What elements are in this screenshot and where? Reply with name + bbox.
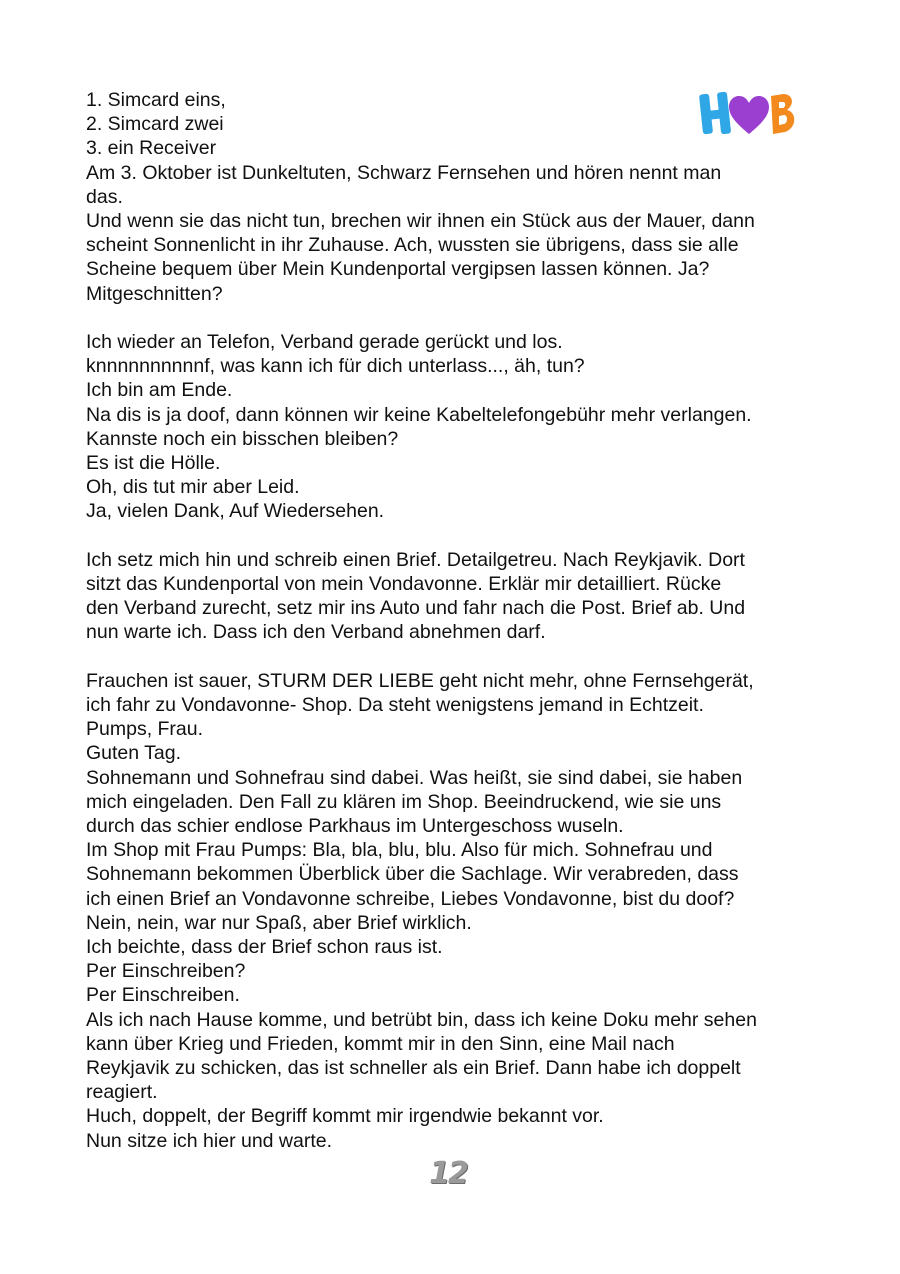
- text-line: ich einen Brief an Vondavonne schreibe, Liebes Vondavonne, bist du doof?: [86, 887, 735, 910]
- text-line: nun warte ich. Dass ich den Verband abnehmen darf.: [86, 621, 546, 644]
- text-line: ich fahr zu Vondavonne- Shop. Da steht wenigstens jemand in Echtzeit.: [86, 694, 704, 717]
- text-line: Als ich nach Hause komme, und betrübt bin, dass ich keine Doku mehr sehen: [86, 1008, 757, 1031]
- text-line: Sohnemann und Sohnefrau sind dabei. Was heißt, sie sind dabei, sie haben: [86, 766, 743, 789]
- text-line: Ich beichte, dass der Brief schon raus ist.: [86, 936, 443, 959]
- text-line: Reykjavik zu schicken, das ist schneller als ein Brief. Dann habe ich doppelt: [86, 1057, 741, 1080]
- text-line: Und wenn sie das nicht tun, brechen wir ihnen ein Stück aus der Mauer, dann: [86, 210, 755, 233]
- text-line: Am 3. Oktober ist Dunkeltuten, Schwarz Fernsehen und hören nennt man: [86, 161, 722, 184]
- text-line: reagiert.: [86, 1081, 158, 1104]
- text-line: Na dis is ja doof, dann können wir keine Kabeltelefongebühr mehr verlangen.: [86, 403, 752, 426]
- text-line: Per Einschreiben?: [86, 960, 246, 983]
- text-line: mich eingeladen. Den Fall zu klären im Shop. Beeindruckend, wie sie uns: [86, 790, 722, 813]
- paragraph-gap: [86, 306, 826, 330]
- page-number: 12: [429, 1156, 467, 1191]
- text-line: Ich bin am Ende.: [86, 379, 233, 402]
- text-line: Per Einschreiben.: [86, 984, 240, 1007]
- text-line: Scheine bequem über Mein Kundenportal vergipsen lassen können. Ja?: [86, 258, 710, 281]
- text-line: 3. ein Receiver: [86, 137, 217, 160]
- text-line: 2. Simcard zwei: [86, 113, 224, 136]
- text-line: Es ist die Hölle.: [86, 452, 221, 475]
- text-line: Kannste noch ein bisschen bleiben?: [86, 427, 399, 450]
- text-line: das.: [86, 185, 123, 208]
- text-line: sitzt das Kundenportal von mein Vondavonne. Erklär mir detailliert. Rücke: [86, 573, 722, 596]
- text-line: Pumps, Frau.: [86, 718, 204, 741]
- paragraph-gap: [86, 524, 826, 548]
- text-line: Frauchen ist sauer, STURM DER LIEBE geht nicht mehr, ohne Fernsehgerät,: [86, 669, 754, 692]
- text-line: Sohnemann bekommen Überblick über die Sachlage. Wir verabreden, dass: [86, 863, 739, 886]
- text-line: scheint Sonnenlicht in ihr Zuhause. Ach, wussten sie übrigens, dass sie alle: [86, 234, 739, 257]
- text-line: 1. Simcard eins,: [86, 89, 226, 111]
- text-line: Im Shop mit Frau Pumps: Bla, bla, blu, blu. Also für mich. Sohnefrau und: [86, 839, 713, 862]
- text-line: Nun sitze ich hier und warte.: [86, 1129, 333, 1152]
- text-line: Ja, vielen Dank, Auf Wiedersehen.: [86, 500, 385, 523]
- text-line: Ich setz mich hin und schreib einen Brief. Detailgetreu. Nach Reykjavik. Dort: [86, 548, 745, 571]
- text-line: kann über Krieg und Frieden, kommt mir in den Sinn, eine Mail nach: [86, 1032, 675, 1055]
- text-line: Mitgeschnitten?: [86, 282, 223, 305]
- text-line: den Verband zurecht, setz mir ins Auto und fahr nach die Post. Brief ab. Und: [86, 597, 746, 620]
- text-line: knnnnnnnnnnf, was kann ich für dich unterlass..., äh, tun?: [86, 355, 585, 378]
- body-text: [86, 88, 826, 1153]
- text-line: Guten Tag.: [86, 742, 182, 765]
- text-line: Ich wieder an Telefon, Verband gerade gerückt und los.: [86, 331, 563, 354]
- text-line: Oh, dis tut mir aber Leid.: [86, 476, 300, 499]
- text-line: durch das schier endlose Parkhaus im Untergeschoss wuseln.: [86, 815, 624, 838]
- paragraph-gap: [86, 645, 826, 669]
- text-line: Huch, doppelt, der Begriff kommt mir irgendwie bekannt vor.: [86, 1105, 604, 1128]
- text-line: Nein, nein, war nur Spaß, aber Brief wirklich.: [86, 911, 472, 934]
